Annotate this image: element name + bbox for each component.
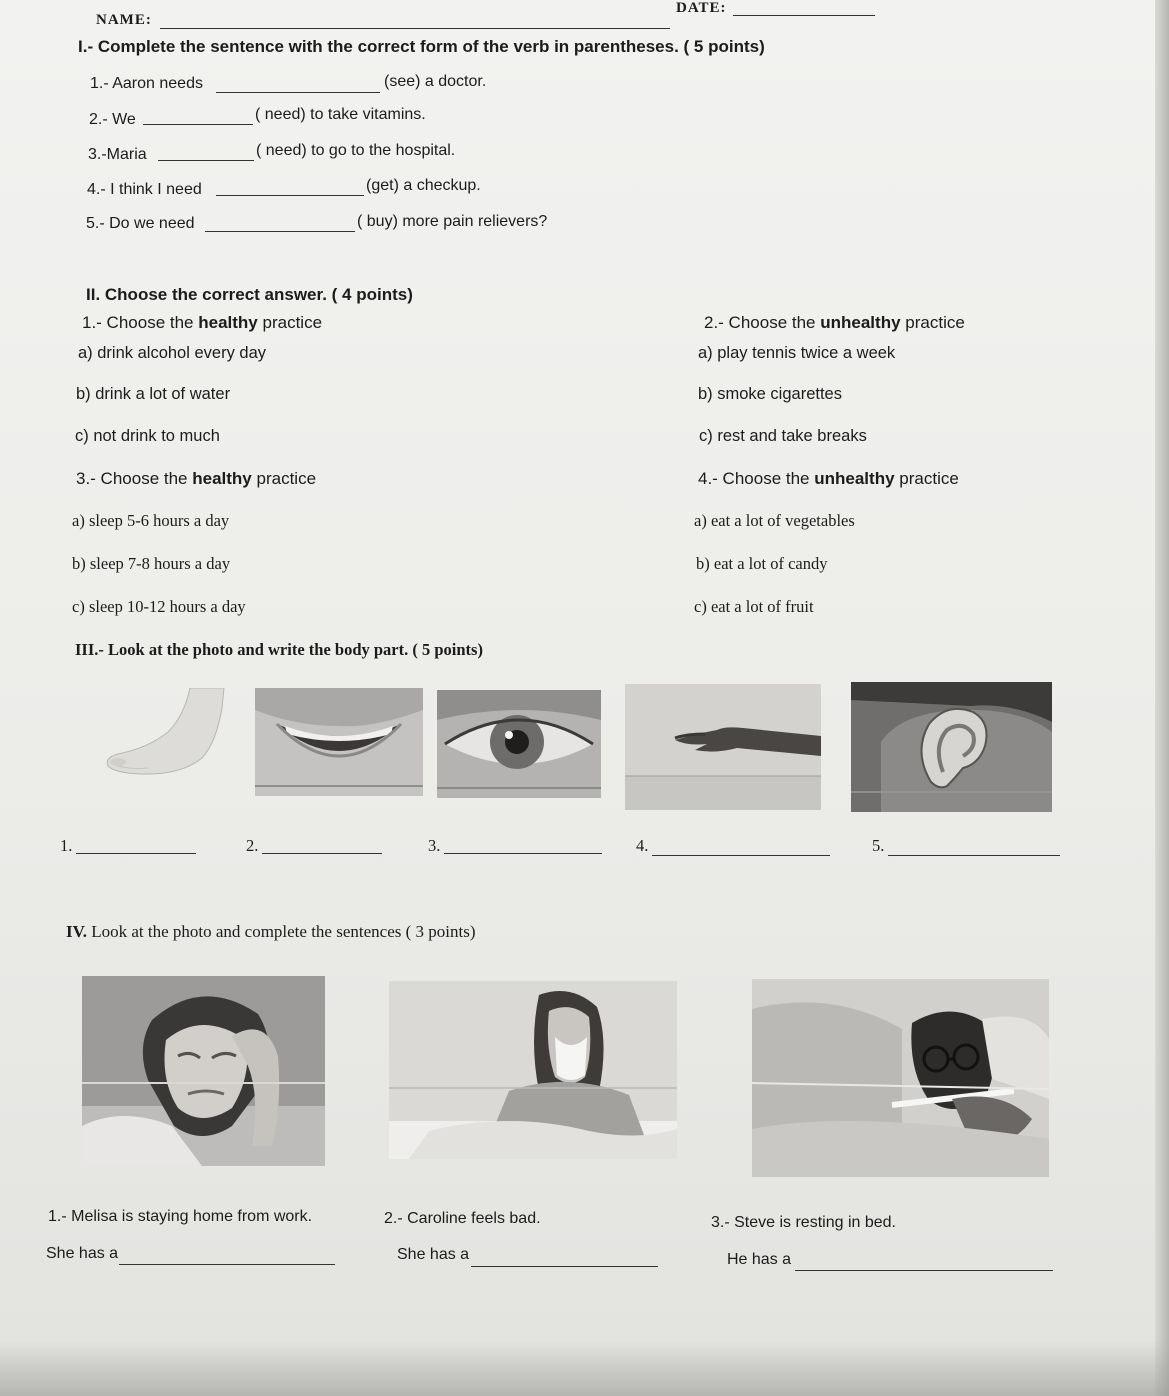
s2-question-1: 1.- Choose the healthy practice — [82, 313, 323, 332]
s2-q1-option-c[interactable]: c) not drink to much — [75, 427, 220, 445]
body-part-5-blank[interactable] — [888, 855, 1060, 856]
body-part-3-blank[interactable] — [444, 853, 602, 854]
s2-q3-option-c[interactable]: c) sleep 10-12 hours a day — [72, 597, 246, 616]
s1-item-5-suffix: ( buy) more pain relievers? — [357, 213, 548, 230]
s1-item-3-prefix: 3.-Maria — [88, 146, 147, 163]
section-1-title: I.- Complete the sentence with the correct form of the verb in parentheses. ( 5 points) — [78, 37, 765, 56]
s4-item-1-sentence: 1.- Melisa is staying home from work. — [48, 1208, 313, 1225]
fever-photo — [752, 979, 1049, 1177]
s1-item-1-blank[interactable] — [216, 92, 380, 93]
s4-item-3-sentence: 3.- Steve is resting in bed. — [711, 1214, 896, 1231]
section-4-title: IV. Look at the photo and complete the sentences ( 3 points) — [66, 922, 476, 941]
s1-item-5-prefix: 5.- Do we need — [86, 215, 195, 232]
headache-photo — [82, 976, 325, 1166]
hand-photo — [625, 684, 821, 810]
name-field[interactable] — [160, 28, 670, 29]
body-part-5-label: 5. — [872, 836, 885, 855]
body-part-3-label: 3. — [428, 836, 441, 855]
s2-q4-option-b[interactable]: b) eat a lot of candy — [696, 554, 828, 573]
eye-photo — [437, 690, 601, 798]
s1-item-1-suffix: (see) a doctor. — [384, 73, 487, 90]
ear-photo — [851, 682, 1052, 812]
s2-question-2: 2.- Choose the unhealthy practice — [704, 313, 965, 332]
name-label: NAME: — [96, 12, 152, 28]
body-part-2-blank[interactable] — [262, 853, 382, 854]
s2-q4-option-a[interactable]: a) eat a lot of vegetables — [694, 511, 855, 530]
body-part-4-label: 4. — [636, 836, 649, 855]
s2-q4-option-c[interactable]: c) eat a lot of fruit — [694, 597, 814, 616]
s1-item-5-blank[interactable] — [205, 231, 355, 232]
s1-item-2-suffix: ( need) to take vitamins. — [255, 106, 426, 123]
s1-item-4-prefix: 4.- I think I need — [87, 181, 202, 198]
s1-item-2-prefix: 2.- We — [89, 111, 136, 128]
s1-item-1-prefix: 1.- Aaron needs — [90, 75, 203, 92]
s4-item-3-blank[interactable] — [795, 1270, 1053, 1271]
s1-item-4-blank[interactable] — [216, 195, 364, 196]
cold-photo — [389, 981, 677, 1159]
body-part-2-label: 2. — [246, 836, 259, 855]
date-field[interactable] — [733, 15, 875, 16]
s2-q1-option-b[interactable]: b) drink a lot of water — [76, 385, 231, 403]
s2-q3-option-b[interactable]: b) sleep 7-8 hours a day — [72, 554, 231, 573]
section-3-title: III.- Look at the photo and write the body part. ( 5 points) — [75, 640, 483, 659]
s2-q2-option-c[interactable]: c) rest and take breaks — [699, 427, 867, 445]
body-part-4-blank[interactable] — [652, 855, 830, 856]
s2-q1-option-a[interactable]: a) drink alcohol every day — [78, 344, 267, 362]
foot-photo — [98, 688, 226, 782]
page-shadow — [0, 1340, 1169, 1396]
s4-item-2-prompt: She has a — [397, 1246, 470, 1263]
s4-item-2-blank[interactable] — [471, 1266, 658, 1267]
s1-item-2-blank[interactable] — [143, 124, 253, 125]
s4-item-1-blank[interactable] — [119, 1264, 335, 1265]
section-2-title: II. Choose the correct answer. ( 4 points) — [86, 285, 413, 304]
s2-question-4: 4.- Choose the unhealthy practice — [698, 469, 959, 488]
s2-q3-option-a[interactable]: a) sleep 5-6 hours a day — [72, 511, 230, 530]
page-edge — [1155, 0, 1169, 1396]
s4-item-3-prompt: He has a — [727, 1251, 792, 1268]
s4-item-1-prompt: She has a — [46, 1245, 119, 1262]
s1-item-3-blank[interactable] — [158, 160, 254, 161]
s2-question-3: 3.- Choose the healthy practice — [76, 469, 317, 488]
mouth-photo — [255, 688, 423, 796]
body-part-1-label: 1. — [60, 836, 73, 855]
s2-q2-option-a[interactable]: a) play tennis twice a week — [698, 344, 896, 362]
body-part-1-blank[interactable] — [76, 853, 196, 854]
date-label: DATE: — [676, 0, 727, 16]
s2-q2-option-b[interactable]: b) smoke cigarettes — [698, 385, 842, 403]
s1-item-3-suffix: ( need) to go to the hospital. — [256, 142, 456, 159]
s4-item-2-sentence: 2.- Caroline feels bad. — [384, 1210, 541, 1227]
s1-item-4-suffix: (get) a checkup. — [366, 177, 481, 194]
